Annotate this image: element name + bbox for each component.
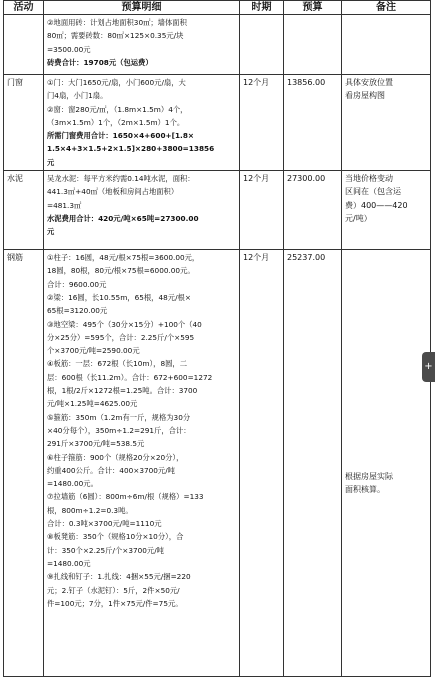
header-note: 备注 [342,1,431,15]
detail-line: 291斤×3700元/吨=538.5元 [47,439,145,449]
detail-line: ③地空梁：495个（30分×15分）+100个（40 [47,319,202,329]
detail-line: 分×25分）=595个，合计：2.25斤/个×595 [47,332,195,342]
note-cell [342,15,431,75]
detail-line: 元 [47,157,55,167]
detail-cell [44,75,240,171]
detail-line: ④板筋：一层：672根（长10m），8圆，二 [47,359,188,369]
detail-line: 合计：9600.00元 [47,279,107,289]
detail-line: 441.3㎡+40㎡（地板和房间占地面积） [47,187,179,197]
detail-line: 元；2.钉子（水泥钉）：5斤，2件×50元/ [47,585,180,595]
note-line: 区间在（包含运 [345,187,401,197]
note-line: 看房屋构图 [345,91,385,101]
detail-line: 1.5×4+3×1.5+2×1.5]×280+3800=13856 [47,144,215,154]
detail-line: 所需门窗费用合计：1650×4+600+[1.8× [47,131,195,141]
detail-line: ②地面用砖：计划占地面积30㎡；墙体面积 [47,18,187,27]
detail-line: 计：350个×2.25斤/个×3700元/吨 [47,545,164,555]
header-period: 时期 [240,1,284,15]
detail-line: 个×3700元/吨=2590.00元 [47,346,140,356]
note-cell [342,250,431,677]
detail-line: =481.3㎡ [47,200,82,210]
budget-table [3,0,431,677]
detail-line: =1480.00元。 [47,479,98,489]
side-expand-tab[interactable]: + [422,352,435,382]
activity-cell [4,15,44,75]
detail-line: 门4扇，小门1扇。 [47,91,108,101]
detail-line: 吴龙水泥：每平方米约需0.14吨水泥，面积： [47,174,195,184]
detail-line: 根，1根/2斤×1272根=1.25吨。合计：3700 [47,386,198,396]
detail-line: ①门：大门1650元/扇，小门600元/扇，大 [47,78,186,87]
detail-cell [44,15,240,75]
period-cell: 12个月 [240,250,284,677]
budget-cell: 27300.00 [284,171,342,250]
period-cell [240,15,284,75]
table-header-row [4,1,431,15]
note-line: 具体安放位置 [345,78,393,87]
note-line: 当地价格变动 [345,174,393,184]
activity-cell: 门窗 [4,75,44,171]
detail-line: 65根=3120.00元 [47,306,108,316]
detail-line: ⑨扎线和钉子：1.扎线：4捆×55元/捆=220 [47,572,191,582]
table-row [4,250,431,677]
note-cell [342,171,431,250]
detail-line: 80㎡；需要砖数：80㎡×125×0.35元/块 [47,31,184,41]
detail-cell [44,171,240,250]
table-row [4,75,431,171]
detail-line: 水泥费用合计：420元/吨×65吨=27300.00 [47,213,199,223]
detail-line: ②梁：16圆，长10.55m，65根，48元/根× [47,292,191,302]
period-cell: 12个月 [240,75,284,171]
budget-cell [284,15,342,75]
detail-line: ×40分每个），350m÷1.2=291斤，合计： [47,425,191,435]
budget-cell: 25237.00 [284,250,342,677]
detail-line: ②窗：窗280元/㎡，（1.8m×1.5m）4个， [47,104,188,114]
detail-line: ⑧板凳筋：350个（规格10分×10分），合 [47,532,184,542]
detail-line: 层：600根（长11.2m）。合计：672+600=1272 [47,372,213,382]
budget-cell: 13856.00 [284,75,342,171]
detail-line: =1480.00元 [47,558,91,568]
detail-line: 约重400公斤。合计：400×3700元/吨 [47,465,175,475]
detail-line: 砖费合计：19708元（包运费） [47,57,153,67]
period-cell: 12个月 [240,171,284,250]
note-line: 费）400——420 [345,200,408,210]
header-budget: 预算 [284,1,342,15]
note-line: 根据房屋实际 [345,472,393,482]
detail-line: （3m×1.5m）1个，（2m×1.5m）1个。 [47,117,185,127]
header-detail: 预算明细 [44,1,240,15]
activity-cell: 钢筋 [4,250,44,677]
table-row [4,171,431,250]
detail-line: ⑥柱子箍筋：900个（规格20分×20分）， [47,452,184,462]
detail-line: 根，800m÷1.2=0.3吨。 [47,505,133,515]
detail-line: 合计：0.3吨×3700元/吨=1110元 [47,519,162,529]
detail-line: ⑤箍筋：350m（1.2m有一斤，规格为30分 [47,412,191,422]
detail-line: 18圆，80根，80元/根×75根=6000.00元。 [47,266,195,276]
table-row [4,15,431,75]
detail-line: ⑦拉墙筋（6圆）：800m÷6m/根（规格）=133 [47,492,204,502]
detail-line: =3500.00元 [47,44,91,54]
detail-cell [44,250,240,677]
detail-line: 元 [47,227,55,237]
detail-line: ①柱子：16圆，48元/根×75根=3600.00元， [47,253,200,263]
detail-line: 件=100元；7分，1件×75元/件=75元。 [47,598,183,608]
note-cell [342,75,431,171]
table-body [4,15,431,677]
note-line: 元/吨） [345,213,372,223]
detail-line: 元/吨×1.25吨=4625.00元 [47,399,138,409]
header-activity: 活动 [4,1,44,15]
note-line: 面积核算。 [345,485,385,495]
activity-cell: 水泥 [4,171,44,250]
